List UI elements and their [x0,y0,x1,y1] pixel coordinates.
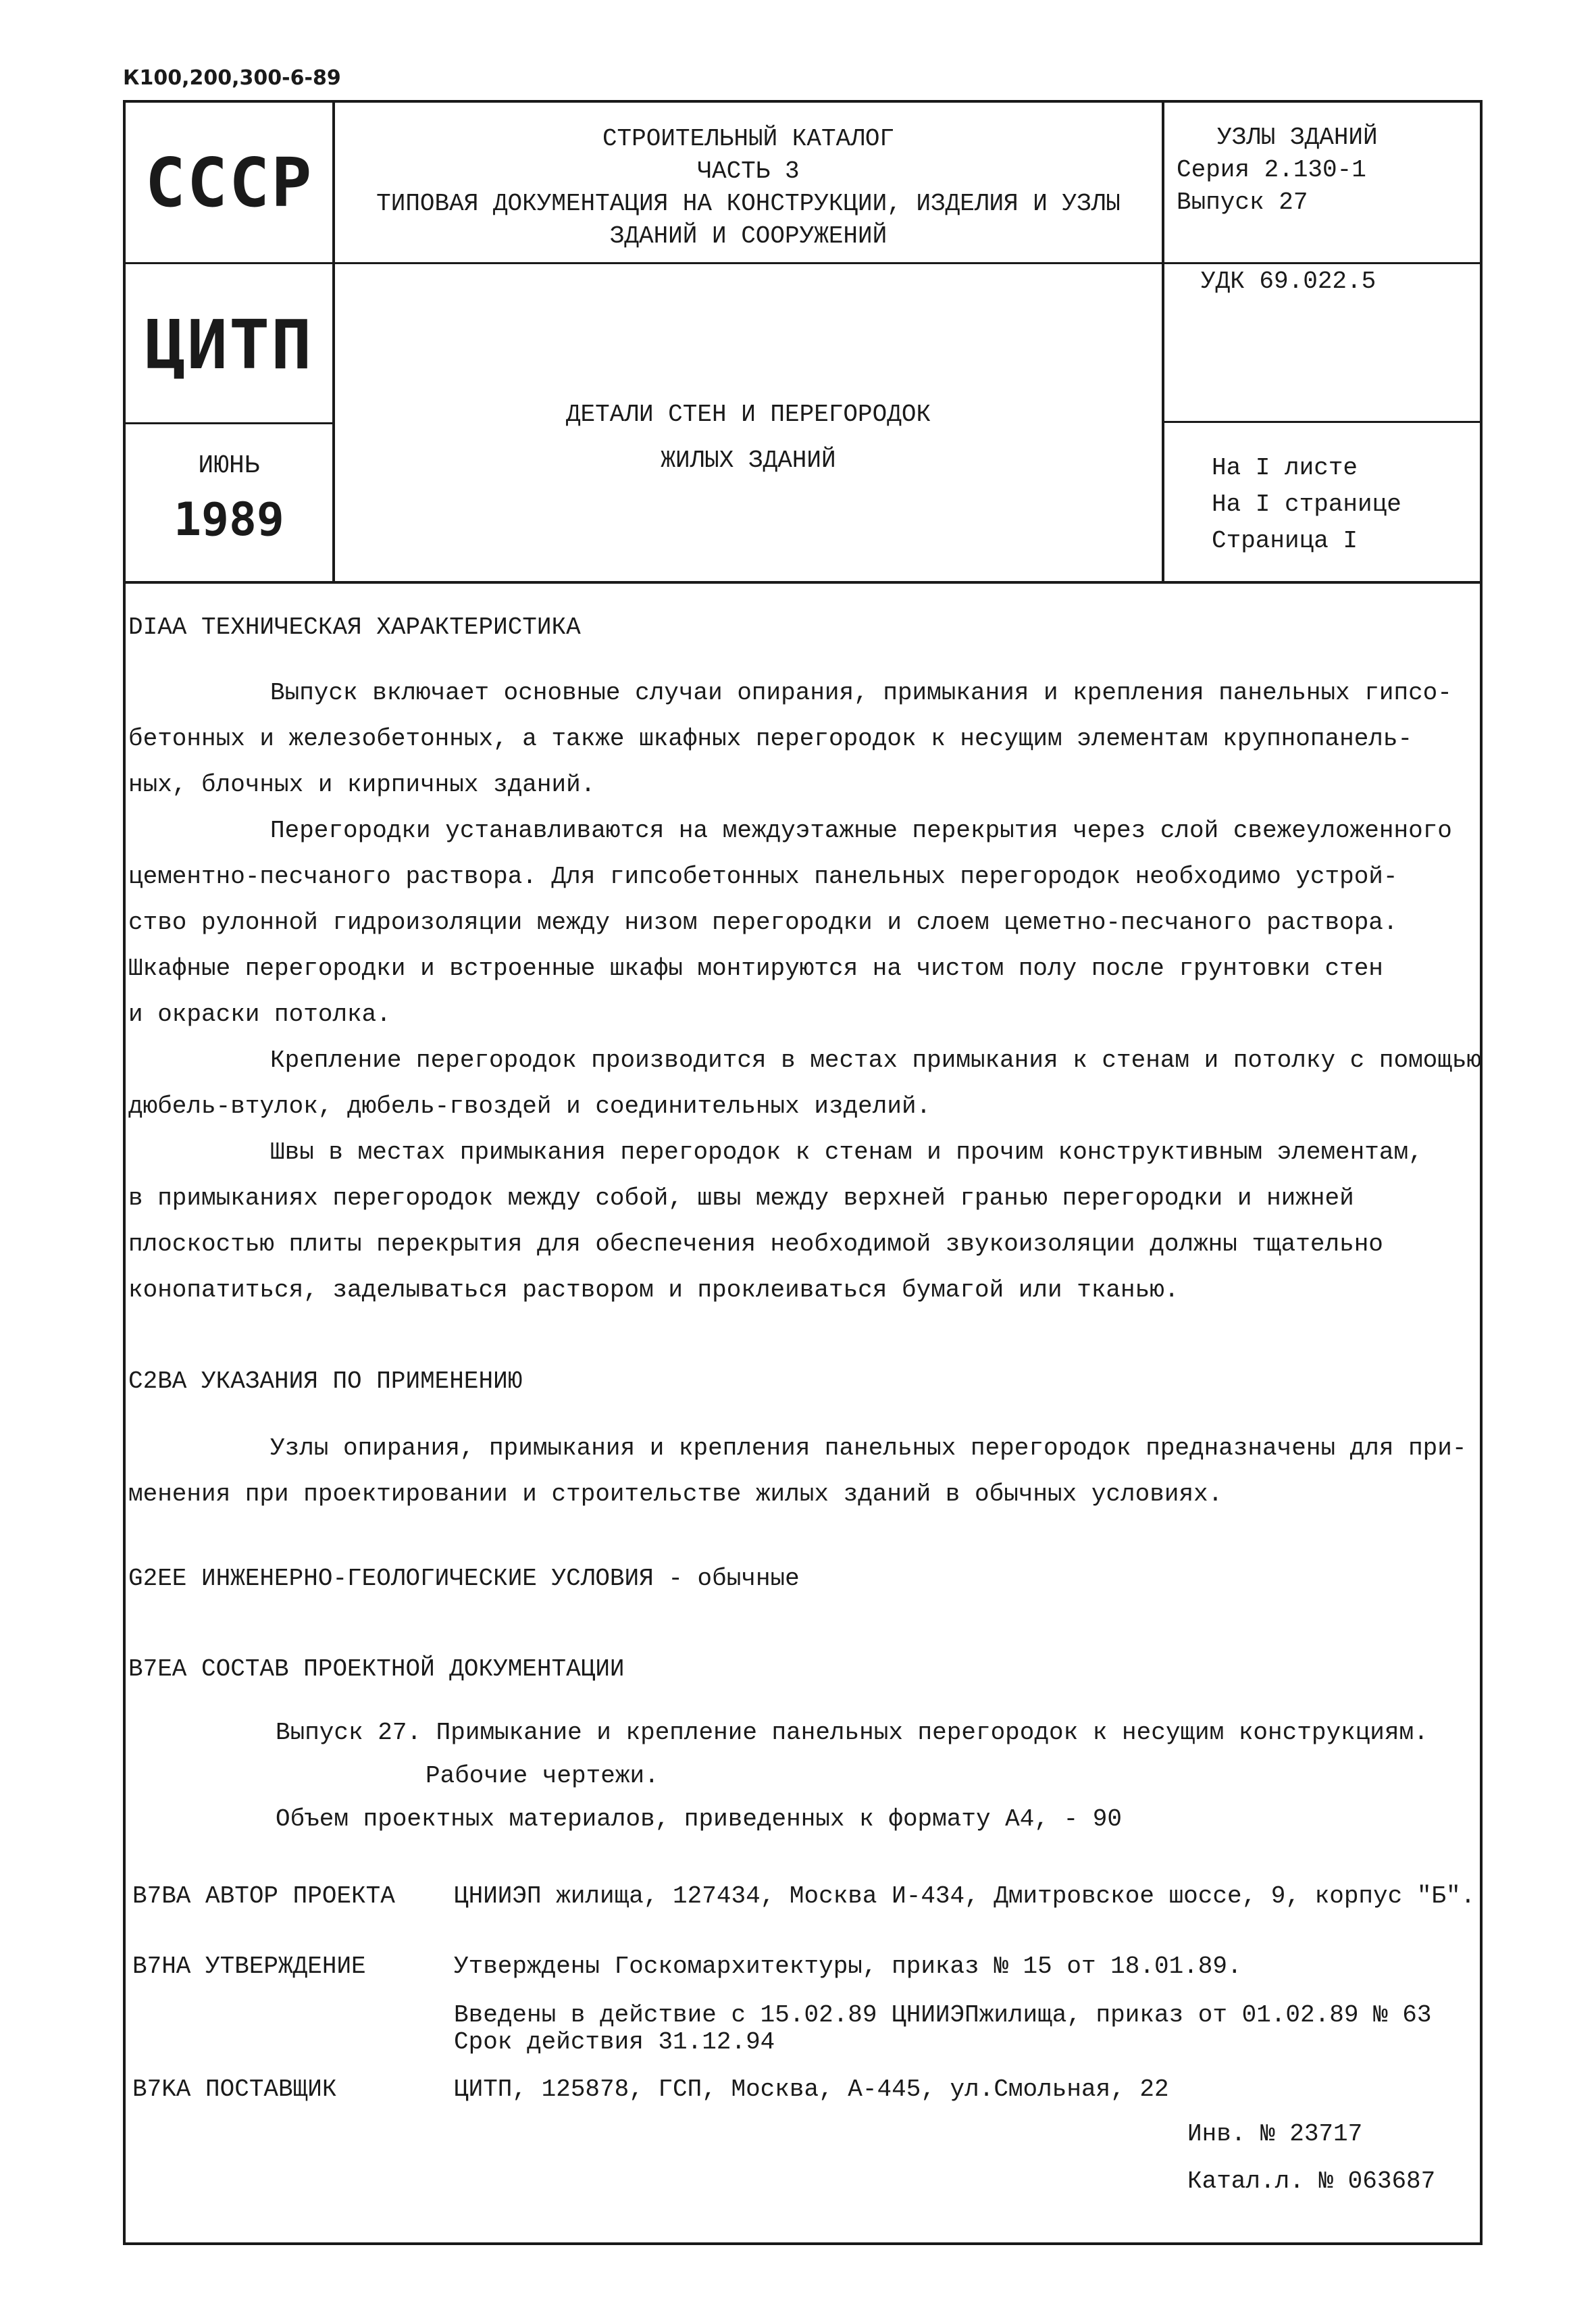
sheet-count: На I листе [1212,454,1358,482]
section-usage-heading: C2BA УКАЗАНИЯ ПО ПРИМЕНЕНИЮ [128,1367,523,1395]
udk-code: УДК 69.022.5 [1201,268,1376,295]
catalog-line: ЗДАНИЙ И СООРУЖЕНИЙ [609,222,887,250]
author-value: ЦНИИЭП жилища, 127434, Москва И-434, Дмитровское шоссе, 9, корпус "Б". [454,1882,1476,1910]
section-tech-heading: DIAA ТЕХНИЧЕСКАЯ ХАРАКТЕРИСТИКА [128,613,581,641]
text-line: в примыканиях перегородок между собой, швы между верхней гранью перегородки и нижней [128,1184,1354,1212]
stamp-col-divider-2 [1162,100,1164,584]
tech-paragraph-4 [128,1130,1452,1313]
catalog-heading [335,123,1162,253]
composition-issue: Выпуск 27. Примыкание и крепление панельных перегородок к несущим конструкциям. [276,1719,1428,1746]
supplier-value: ЦИТП, 125878, ГСП, Москва, А-445, ул.Смольная, 22 [454,2076,1169,2103]
tech-paragraph-3 [128,1038,1482,1130]
title-line: ЖИЛЫХ ЗДАНИЙ [661,447,836,474]
stamp-row-divider-left [123,422,335,424]
series-title: УЗЛЫ ЗДАНИЙ [1217,124,1378,151]
text-line: цементно-песчаного раствора. Для гипсобетонных панельных перегородок необходимо устрой- [128,863,1398,890]
text-line: плоскостью плиты перекрытия для обеспечения необходимой звукоизоляции должны тщательно [128,1230,1383,1258]
stamp-row-divider-1 [123,262,1483,264]
author-label: B7BA АВТОР ПРОЕКТА [132,1882,395,1910]
org-ussr: СССР [145,143,313,222]
section-geo-heading: G2EE ИНЖЕНЕРНО-ГЕОЛОГИЧЕСКИЕ УСЛОВИЯ - обычные [128,1565,800,1592]
sheet-info [1212,450,1401,559]
approval-label: B7HA УТВЕРЖДЕНИЕ [132,1953,366,1980]
catalog-line: ЧАСТЬ 3 [697,157,800,185]
stamp-bottom-line [123,581,1483,584]
supplier-label: B7KA ПОСТАВЩИК [132,2076,337,2103]
issue-number: Выпуск 27 [1177,188,1308,216]
text-line: и окраски потолка. [128,1001,391,1028]
document-title [335,392,1162,484]
page-number: Страница I [1212,527,1358,555]
section-composition-heading: B7EA СОСТАВ ПРОЕКТНОЙ ДОКУМЕНТАЦИИ [128,1655,625,1683]
text-line: дюбель-втулок, дюбель-гвоздей и соединительных изделий. [128,1092,931,1120]
issue-year: 1989 [174,493,284,547]
text-line: бетонных и железобетонных, а также шкафных перегородок к несущим элементам крупнопанель- [128,725,1413,753]
text-line: ство рулонной гидроизоляции между низом перегородки и слоем цеметно-песчаного раствора. [128,909,1398,936]
org-citp: ЦИТП [145,305,313,384]
series-number: Серия 2.130-1 [1177,156,1366,184]
composition-type: Рабочие чертежи. [426,1762,659,1790]
approval-line-1: Утверждены Госкомархитектуры, приказ № 15 от 18.01.89. [454,1953,1242,1980]
series-info [1177,122,1378,219]
usage-paragraph [128,1426,1467,1517]
text-line: Выпуск включает основные случаи опирания, примыкания и крепления панельных гипсо- [270,679,1452,707]
catalog-line: ТИПОВАЯ ДОКУМЕНТАЦИЯ НА КОНСТРУКЦИИ, ИЗДЕЛИЯ И УЗЛЫ [376,190,1121,218]
tech-paragraph-1 [128,670,1452,808]
frame-top [123,100,1483,103]
frame-bottom [123,2242,1483,2245]
text-line: Швы в местах примыкания перегородок к стенам и прочим конструктивным элементам, [270,1138,1423,1166]
tech-paragraph-2 [128,808,1452,1038]
page-count: На I странице [1212,491,1401,518]
text-line: ных, блочных и кирпичных зданий. [128,771,596,799]
inventory-number: Инв. № 23717 [1187,2120,1363,2148]
text-line: конопатиться, заделываться раствором и проклеиваться бумагой или тканью. [128,1276,1179,1304]
text-line: Крепление перегородок производится в местах примыкания к стенам и потолку с помощью [270,1047,1482,1074]
issue-month: ИЮНЬ [198,451,260,480]
catalog-sheet-number: Катал.л. № 063687 [1187,2167,1436,2195]
text-line: Перегородки устанавливаются на междуэтажные перекрытия через слой свежеуложенного [270,817,1452,845]
title-line: ДЕТАЛИ СТЕН И ПЕРЕГОРОДОК [565,401,931,428]
composition-volume: Объем проектных материалов, приведенных к формату А4, - 90 [276,1805,1123,1833]
document-code: К100,200,300-6-89 [123,66,341,90]
approval-line-2: Введены в действие с 15.02.89 ЦНИИЭПжилища, приказ от 01.02.89 № 63 [454,2001,1432,2029]
text-line: менения при проектировании и строительстве жилых зданий в обычных условиях. [128,1480,1223,1508]
catalog-line: СТРОИТЕЛЬНЫЙ КАТАЛОГ [602,125,895,153]
stamp-row-divider-right [1162,421,1483,423]
text-line: Узлы опирания, примыкания и крепления панельных перегородок предназначены для при- [270,1434,1467,1462]
text-line: Шкафные перегородки и встроенные шкафы монтируются на чистом полу после грунтовки стен [128,955,1383,982]
approval-line-3: Срок действия 31.12.94 [454,2028,775,2056]
